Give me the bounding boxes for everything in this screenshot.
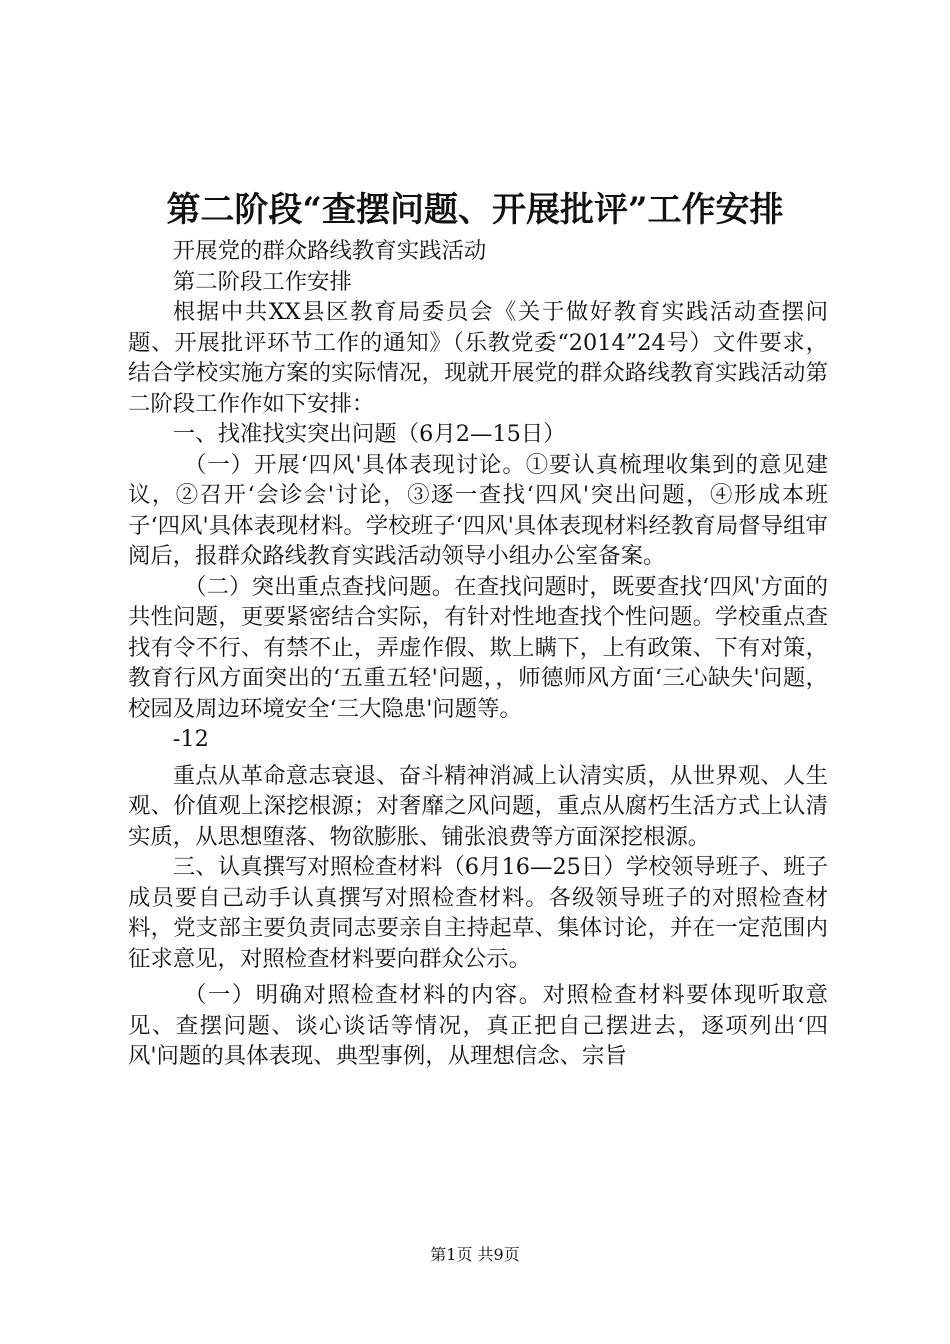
document-title: 第二阶段“查摆问题、开展批评”工作安排 (166, 190, 784, 230)
paragraph-item-3-1: （一）明确对照检查材料的内容。对照检查材料要体现听取意见、查摆问题、谈心谈话等情况，真正把自己摆进去，逐项列出‘四风'问题的具体表现、典型事例，从理想信念、宗旨 (128, 982, 828, 1069)
paragraph-heading-3: 三、认真撰写对照检查材料（6月16—25日）学校领导班子、班子成员要自己动手认真撰写对照检查材料。各级领导班子的对照检查材料，党支部主要负责同志要亲自主持起草、集体讨论，并在一定范围内征求意见，对照检查材料要向群众公示。 (128, 854, 828, 972)
paragraph-page-fragment: -12 (172, 726, 209, 752)
paragraph-item-2: （二）突出重点查找问题。在查找问题时，既要查找‘四风'方面的共性问题，更要紧密结合实际，有针对性地查找个性问题。学校重点查找有令不行、有禁不止，弄虚作假、欺上瞒下，上有政策、下有对策，教育行风方面突出的‘五重五轻'问题，，师德师风方面‘三心缺失'问题，校园及周边环境安全‘三大隐患'问题等。 (128, 573, 828, 722)
paragraph-roots: 重点从革命意志衰退、奋斗精神消减上认清实质，从世界观、人生观、价值观上深挖根源；对奢靡之风问题，重点从腐朽生活方式上认清实质，从思想堕落、物欲膨胀、铺张浪费等方面深挖根源。 (128, 762, 828, 850)
page-number: 第1页 共9页 (430, 1245, 520, 1264)
paragraph-item-1: （一）开展‘四风'具体表现讨论。①要认真梳理收集到的意见建议，②召开‘会诊会'讨论，③逐一查找‘四风'突出问题，④形成本班子‘四风'具体表现材料。学校班子‘四风'具体表现材料经教育局督导组审阅后，报群众路线教育实践活动领导小组办公室备案。 (128, 451, 828, 569)
paragraph-intro: 根据中共XX县区教育局委员会《关于做好教育实践活动查摆问题、开展批评环节工作的通知》（乐教党委“2014”24号）文件要求，结合学校实施方案的实际情况，现就开展党的群众路线教育实践活动第二阶段工作作如下安排： (128, 299, 828, 417)
paragraph-heading-1: 一、找准找实突出问题（6月2—15日） (172, 421, 566, 447)
paragraph-subtitle-2: 第二阶段工作安排 (172, 268, 352, 295)
paragraph-subtitle-1: 开展党的群众路线教育实践活动 (172, 238, 487, 264)
document-body (128, 236, 828, 1072)
